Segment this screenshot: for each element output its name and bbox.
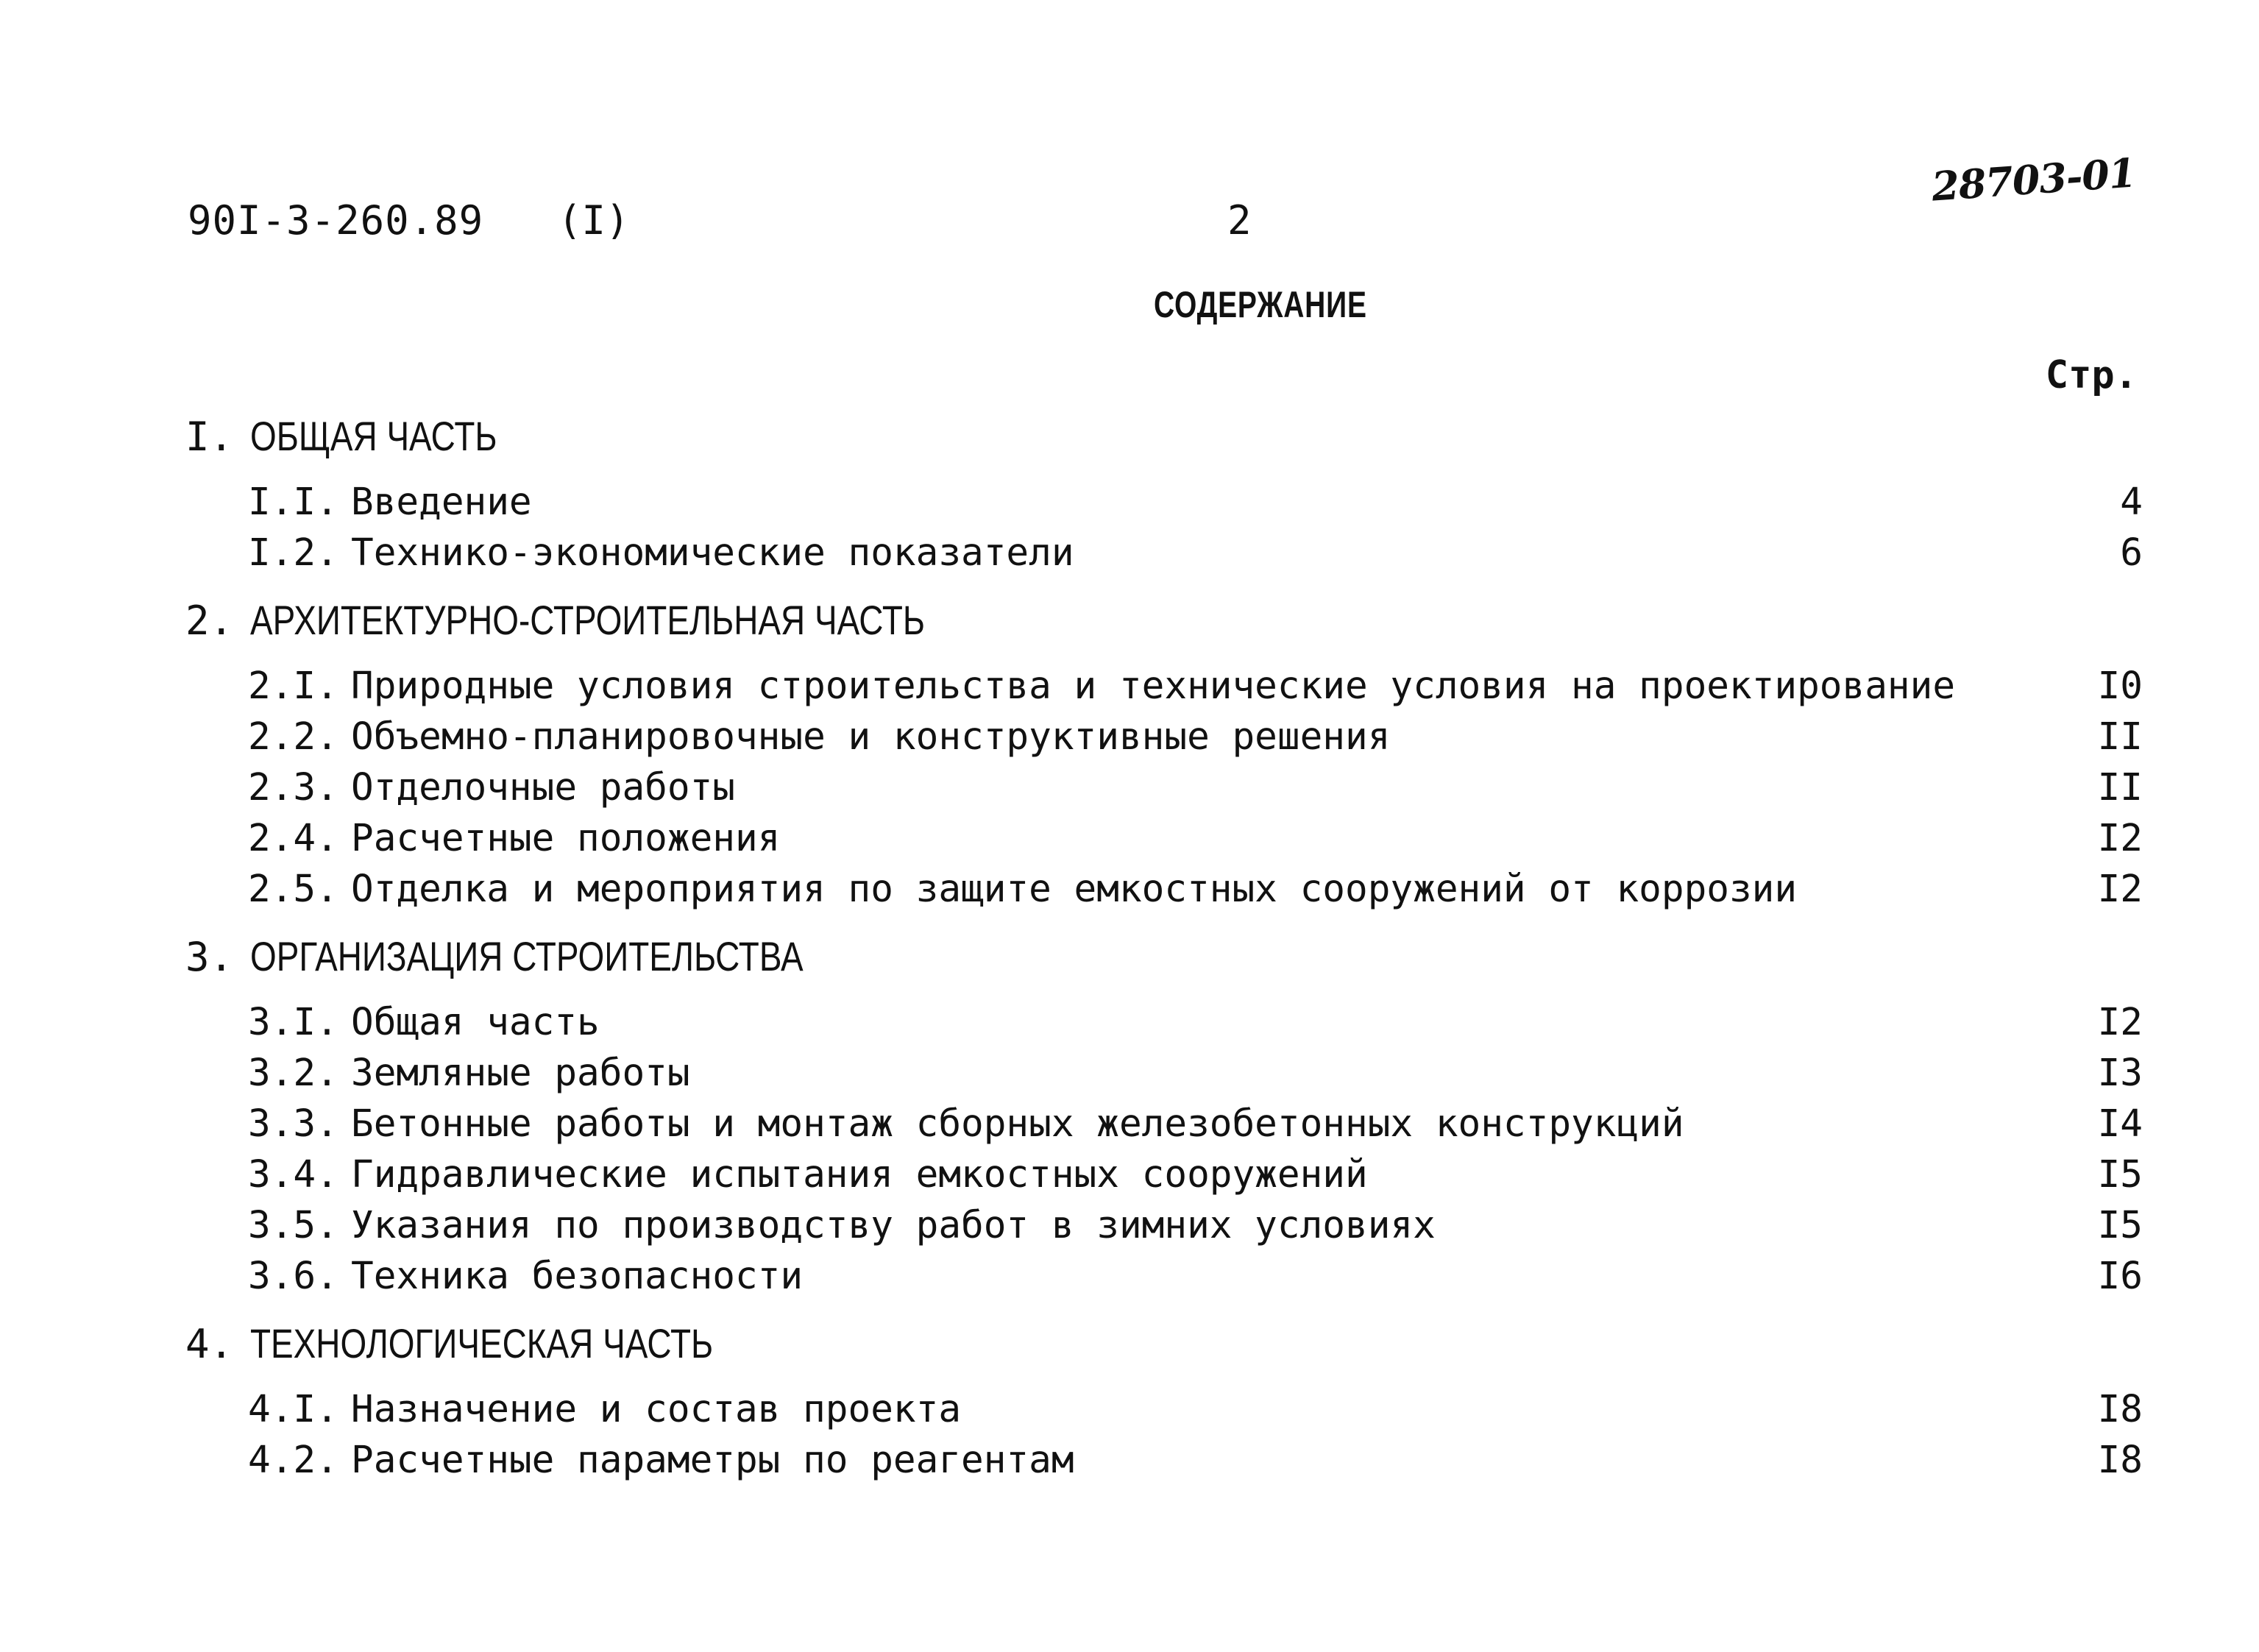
section-title: ОБЩАЯ ЧАСТЬ [250, 413, 497, 459]
page-column-header: Стр. [2045, 353, 2138, 397]
toc-section [185, 932, 2143, 981]
entry-title: Бетонные работы и монтаж сборных железобетонных конструкций [351, 1102, 1684, 1146]
entry-page: I5 [2097, 1153, 2143, 1197]
entry-page: I5 [2097, 1204, 2143, 1247]
toc-entry [185, 1384, 2143, 1435]
entry-number: 3.6. [248, 1255, 338, 1298]
entry-page: I8 [2097, 1388, 2143, 1431]
toc-entry [185, 1251, 2143, 1302]
entry-title: Техника безопасности [351, 1255, 804, 1298]
toc-entry [185, 1099, 2143, 1149]
toc-entry [185, 762, 2143, 813]
section-number: 3. [185, 934, 234, 980]
toc-entry [185, 661, 2143, 712]
entry-page: I2 [2097, 1001, 2143, 1044]
entry-number: I.I. [248, 481, 338, 524]
toc-entry [185, 528, 2143, 578]
entry-number: 3.5. [248, 1204, 338, 1247]
entry-title: Объемно-планировочные и конструктивные решения [351, 715, 1391, 759]
entry-page: I2 [2097, 868, 2143, 911]
entry-title: Указания по производству работ в зимних условиях [351, 1204, 1436, 1247]
entry-title: Отделочные работы [351, 766, 735, 809]
toc-entry [185, 712, 2143, 762]
entry-page: II [2097, 766, 2143, 809]
page-number: 2 [1227, 197, 1252, 244]
toc-entry [185, 477, 2143, 528]
entry-page: I4 [2097, 1102, 2143, 1146]
toc-entry [185, 1149, 2143, 1200]
entry-number: 2.3. [248, 766, 338, 809]
toc-entry [185, 1048, 2143, 1099]
entry-title: Расчетные параметры по реагентам [351, 1439, 1074, 1482]
entry-number: 3.I. [248, 1001, 338, 1044]
entry-number: 2.2. [248, 715, 338, 759]
entry-page: 6 [2120, 531, 2143, 575]
inventory-stamp: 28703-01 [1930, 149, 2138, 210]
entry-page: I6 [2097, 1255, 2143, 1298]
entry-title: Отделка и мероприятия по защите емкостных сооружений от коррозии [351, 868, 1798, 911]
section-title: ОРГАНИЗАЦИЯ СТРОИТЕЛЬСТВА [250, 933, 804, 979]
toc-section [185, 1319, 2143, 1368]
entry-page: I0 [2097, 664, 2143, 708]
toc-entry [185, 1200, 2143, 1251]
entry-page: 4 [2120, 481, 2143, 524]
toc-entry [185, 864, 2143, 915]
entry-title: Расчетные положения [351, 817, 781, 860]
table-of-contents [185, 412, 2143, 1486]
entry-number: 4.2. [248, 1439, 338, 1482]
toc-title: СОДЕРЖАНИЕ [1154, 284, 1367, 325]
entry-title: Земляные работы [351, 1052, 690, 1095]
entry-title: Общая часть [351, 1001, 600, 1044]
entry-title: Введение [351, 481, 532, 524]
entry-number: 3.3. [248, 1102, 338, 1146]
entry-number: I.2. [248, 531, 338, 575]
document-code: 90I-3-260.89 [188, 197, 484, 244]
section-title: ТЕХНОЛОГИЧЕСКАЯ ЧАСТЬ [250, 1320, 714, 1366]
entry-title: Технико-экономические показатели [351, 531, 1074, 575]
sheet-mark: (I) [558, 197, 630, 244]
section-number: 2. [185, 598, 234, 644]
entry-title: Назначение и состав проекта [351, 1388, 962, 1431]
entry-number: 3.4. [248, 1153, 338, 1197]
entry-number: 2.4. [248, 817, 338, 860]
entry-title: Гидравлические испытания емкостных сооружений [351, 1153, 1368, 1197]
entry-number: 2.I. [248, 664, 338, 708]
entry-page: II [2097, 715, 2143, 759]
entry-page: I8 [2097, 1439, 2143, 1482]
entry-page: I3 [2097, 1052, 2143, 1095]
toc-entry [185, 997, 2143, 1048]
toc-section [185, 596, 2143, 645]
toc-section [185, 412, 2143, 461]
entry-page: I2 [2097, 817, 2143, 860]
entry-title: Природные условия строительства и технические условия на проектирование [351, 664, 1956, 708]
toc-entry [185, 1435, 2143, 1486]
entry-number: 3.2. [248, 1052, 338, 1095]
entry-number: 2.5. [248, 868, 338, 911]
section-number: 4. [185, 1321, 234, 1367]
section-title: АРХИТЕКТУРНО-СТРОИТЕЛЬНАЯ ЧАСТЬ [250, 597, 926, 643]
entry-number: 4.I. [248, 1388, 338, 1431]
toc-entry [185, 813, 2143, 864]
section-number: I. [185, 414, 234, 460]
